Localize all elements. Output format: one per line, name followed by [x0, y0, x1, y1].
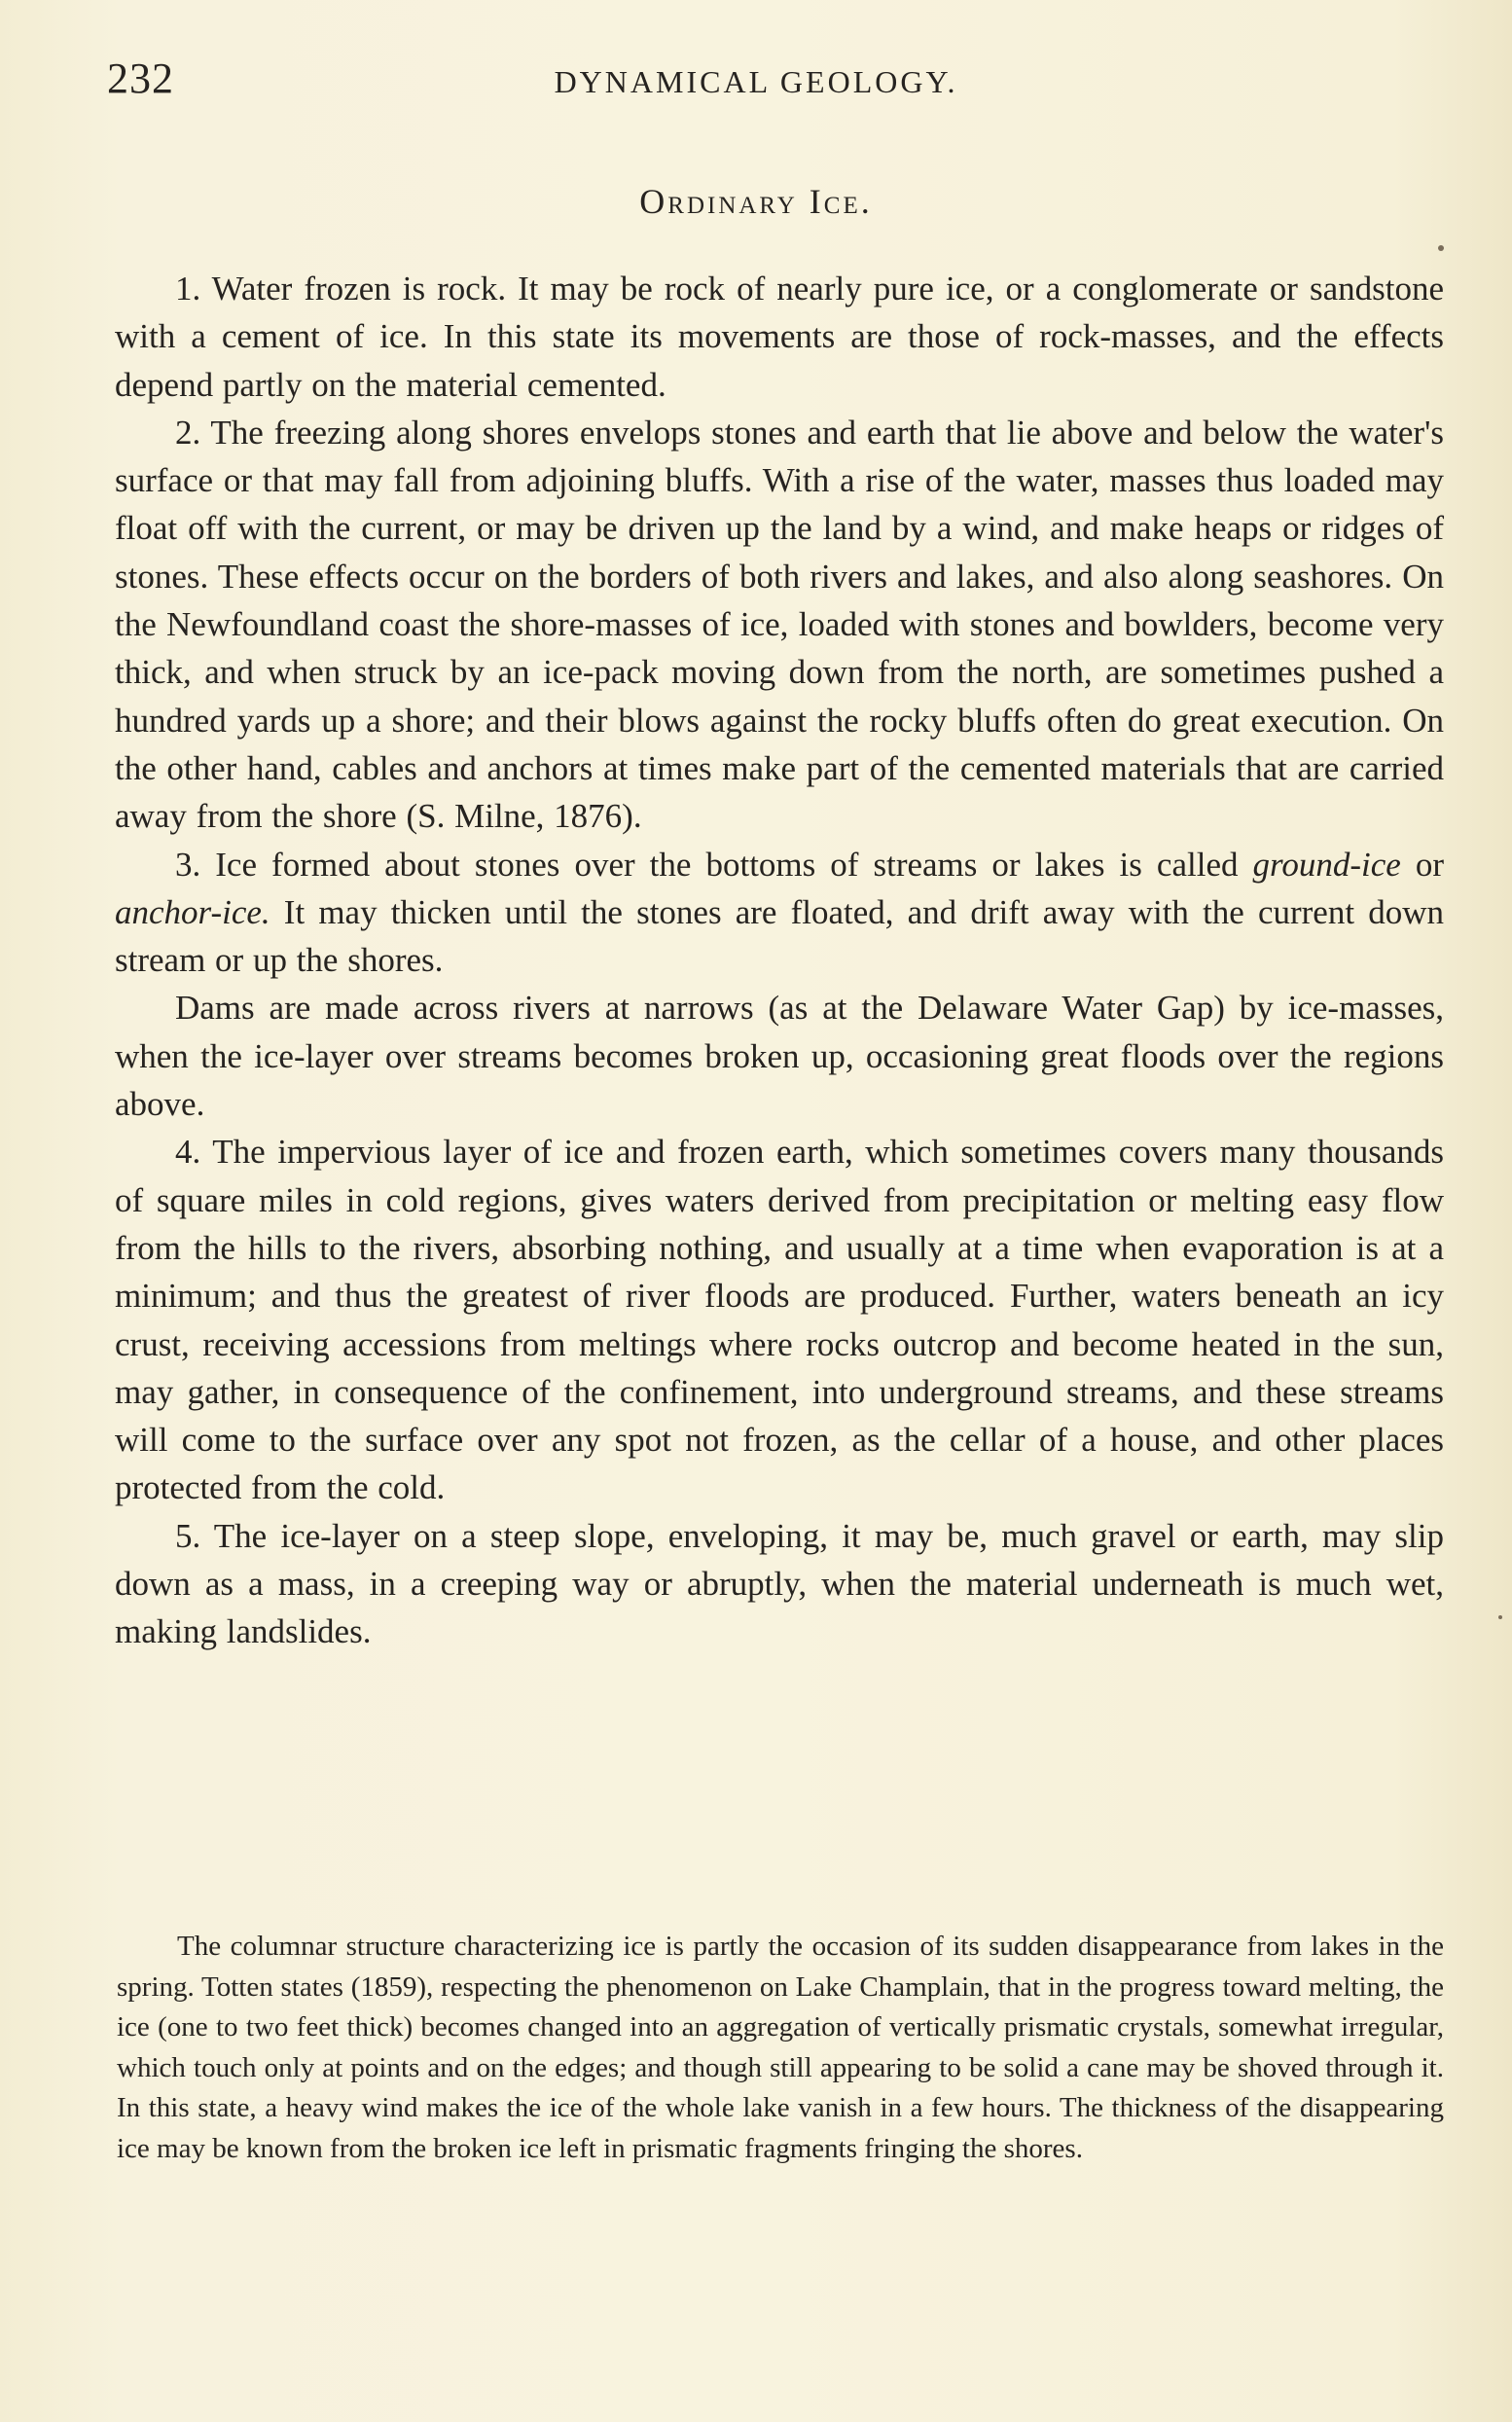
- paragraph-4: 4. The impervious layer of ice and frozen earth, which sometimes covers many thousands of square miles in cold regions, gives waters derived from precipitation or melting easy flow from the hills to the rivers, absorbing nothing, and usually at a time when evaporation is at a minimum; and thus the greatest of river floods are produced. Further, waters beneath an icy crust, receiving accessions from meltings where rocks outcrop and become heated in the sun, may gather, in consequence of the confinement, into underground streams, and these streams will come to the surface over any spot not frozen, as the cellar of a house, and other places protected from the cold.: [115, 1133, 1444, 1507]
- paragraph-3-text: 3. Ice formed about stones over the bottoms of streams or lakes is called: [175, 845, 1253, 884]
- paragraph-3-conjunction: or: [1400, 845, 1444, 884]
- print-speck: [1498, 1615, 1502, 1619]
- paragraph-5: 5. The ice-layer on a steep slope, enveloping, it may be, much gravel or earth, may slip down as a mass, in a creeping way or abruptly, when the material underneath is much wet, making landslides.: [115, 1516, 1444, 1651]
- paragraph-dams: Dams are made across rivers at narrows (as at the Delaware Water Gap) by ice-masses, when the ice-layer over streams becomes broken up, occasioning great floods over the regions above.: [115, 989, 1444, 1124]
- paragraph-3-rest: It may thicken until the stones are floated, and drift away with the current down stream or up the shores.: [115, 892, 1444, 980]
- print-speck: [1438, 245, 1444, 251]
- page-number: 232: [107, 54, 174, 102]
- paragraph-2: 2. The freezing along shores envelops stones and earth that lie above and below the water's surface or that may fall from adjoining bluffs. With a rise of the water, masses thus loaded may float off with the current, or may be driven up the land by a wind, and make heaps or ridges of stones. These effects occur on the borders of both rivers and lakes, and also along seashores. On the Newfoundland coast the shore-masses of ice, loaded with stones and bowlders, become very thick, and when struck by an ice-pack moving down from the north, are sometimes pushed a hundred yards up a shore; and their blows against the rocky bluffs often do great execution. On the other hand, cables and anchors at times make part of the cemented materials that are carried away from the shore (S. Milne, 1876).: [115, 413, 1444, 836]
- term-anchor-ice: anchor-ice.: [115, 892, 270, 931]
- paragraph-1: 1. Water frozen is rock. It may be rock of nearly pure ice, or a conglomerate or sandstone with a cement of ice. In this state its movements are those of rock-masses, and the effects depend partly on the material cemented.: [115, 270, 1444, 404]
- paragraph-3: [115, 841, 1444, 985]
- footnote: [117, 1927, 1444, 2169]
- footnote-text: The columnar structure characterizing ice is partly the occasion of its sudden disappearance from lakes in the spring. Totten states (1859), respecting the phenomenon on Lake Champlain, that in the progress toward melting, the ice (one to two feet thick) becomes changed into an aggregation of vertically prismatic crystals, somewhat irregular, which touch only at points and on the edges; and though still appearing to be solid a cane may be shoved through it. In this state, a heavy wind makes the ice of the whole lake vanish in a few hours. The thickness of the disappearing ice may be known from the broken ice left in prismatic fragments fringing the shores.: [117, 1931, 1444, 2164]
- section-title: Ordinary Ice.: [639, 182, 873, 221]
- running-head: DYNAMICAL GEOLOGY.: [554, 64, 958, 99]
- body-text: [115, 265, 1444, 1656]
- term-ground-ice: ground-ice: [1252, 845, 1401, 884]
